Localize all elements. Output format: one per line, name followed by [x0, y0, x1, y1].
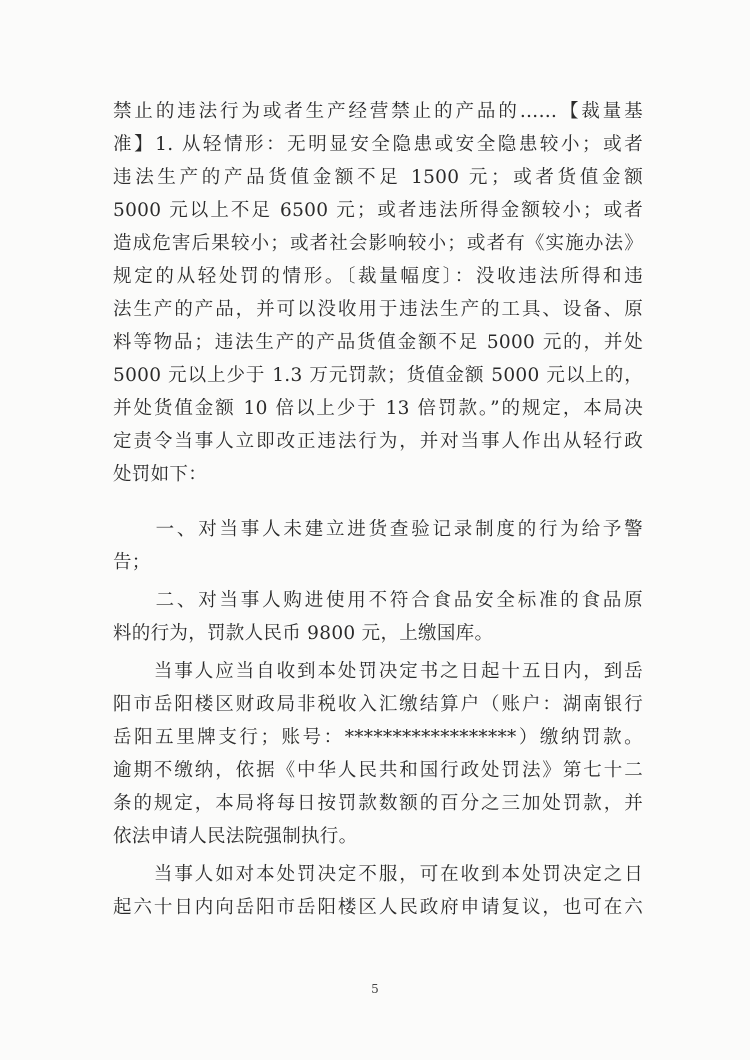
text-line: 起六十日内向岳阳市岳阳楼区人民政府申请复议，也可在六	[113, 897, 643, 918]
text-line: 逾期不缴纳，依据《中华人民共和国行政处罚法》第七十二	[113, 760, 643, 781]
text-line: 当事人如对本处罚决定不服，可在收到本处罚决定之日	[113, 864, 643, 885]
page-number: 5	[371, 982, 379, 996]
text-line: 违法生产的产品货值金额不足 1500 元；或者货值金额	[113, 167, 643, 188]
text-line: 岳阳五里牌支行；账号：******************）缴纳罚款。	[113, 727, 643, 748]
text-line: 料等物品；违法生产的产品货值金额不足 5000 元的，并处	[113, 332, 643, 353]
text-line: 依法申请人民法院强制执行。	[113, 826, 358, 847]
text-line: 定责令当事人立即改正违法行为，并对当事人作出从轻行政	[113, 431, 643, 452]
text-line: 规定的从轻处罚的情形。〔裁量幅度〕：没收违法所得和违	[113, 266, 643, 287]
text-line: 法生产的产品，并可以没收用于违法生产的工具、设备、原	[113, 299, 643, 320]
text-line: 当事人应当自收到本处罚决定书之日起十五日内，到岳	[113, 661, 643, 682]
text-line: 处罚如下：	[113, 464, 208, 485]
text-line: 5000 元以上不足 6500 元；或者违法所得金额较小；或者	[113, 200, 643, 221]
text-line: 料的行为，罚款人民币 9800 元，上缴国库。	[113, 623, 494, 644]
text-line: 告；	[113, 552, 151, 573]
text-line: 一、对当事人未建立进货查验记录制度的行为给予警	[113, 519, 643, 540]
text-line: 禁止的违法行为或者生产经营禁止的产品的……【裁量基	[113, 101, 643, 122]
text-line: 条的规定，本局将每日按罚款数额的百分之三加处罚款，并	[113, 793, 643, 814]
text-line: 准】1. 从轻情形：无明显安全隐患或安全隐患较小；或者	[113, 134, 643, 155]
text-line: 二、对当事人购进使用不符合食品安全标准的食品原	[113, 590, 643, 611]
text-line: 5000 元以上少于 1.3 万元罚款；货值金额 5000 元以上的，	[113, 365, 643, 386]
text-line: 并处货值金额 10 倍以上少于 13 倍罚款。”的规定，本局决	[113, 398, 643, 419]
text-line: 造成危害后果较小；或者社会影响较小；或者有《实施办法》	[113, 233, 643, 254]
text-line: 阳市岳阳楼区财政局非税收入汇缴结算户（账户：湖南银行	[113, 694, 643, 715]
